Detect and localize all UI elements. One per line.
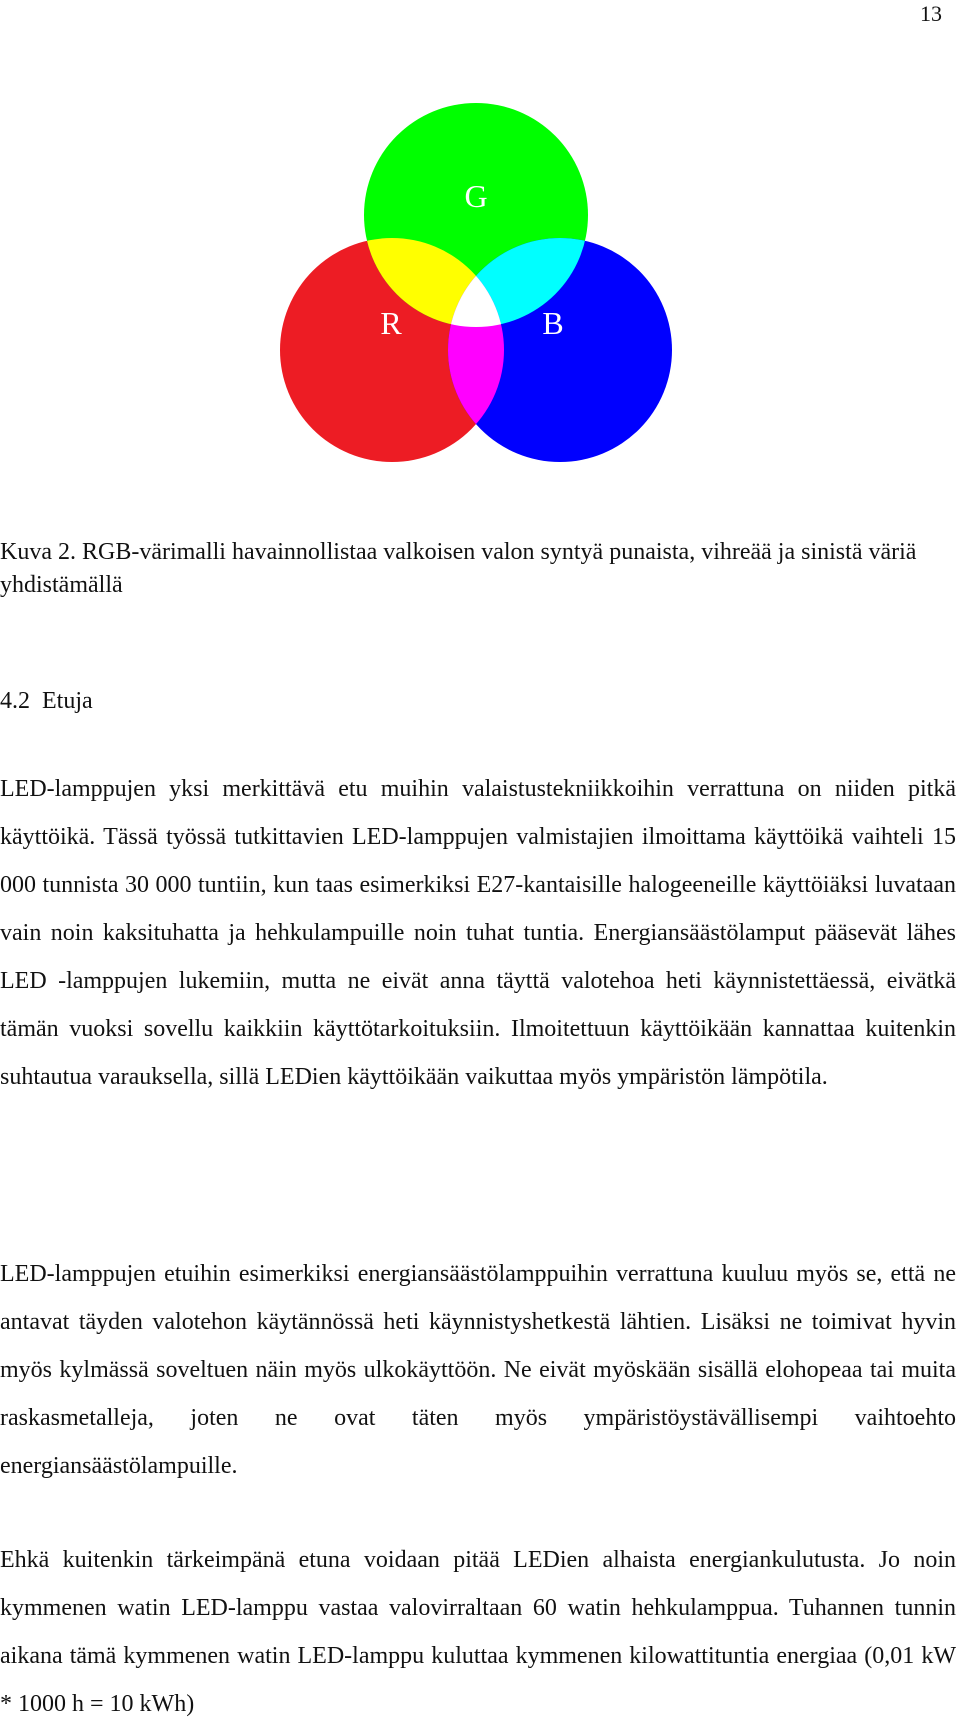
- section-heading: [0, 686, 93, 716]
- page-number: 13: [920, 1, 942, 26]
- rgb-venn-diagram: [275, 88, 695, 488]
- rgb-color-model-figure: [275, 88, 695, 488]
- label-r: R: [380, 305, 402, 341]
- label-g: G: [464, 178, 488, 214]
- label-b: B: [542, 305, 564, 341]
- section-title: Etuja: [42, 688, 93, 714]
- paragraph-startup-and-environment: LED-lamppujen etuihin esimerkiksi energiansäästölamppuihin verrattuna kuuluu myös se, että ne antavat täyden valotehon käytännössä heti käynnistyshetkestä lähtien. Lisäksi ne toimivat hyvin myös kylmässä soveltuen näin myös ulkokäyttöön. Ne eivät myöskään sisällä elohopeaa tai muita raskasmetalleja, joten ne ovat täten myös ympäristöystävällisempi vaihtoehto energiansäästölampuille.: [0, 1261, 956, 1479]
- paragraph-energy-consumption: Ehkä kuitenkin tärkeimpänä etuna voidaan pitää LEDien alhaista energiankulutusta. Jo noin kymmenen watin LED-lamppu vastaa valovirraltaan 60 watin hehkulamppua. Tuhannen tunnin aikana tämä kymmenen watin LED-lamppu kuluttaa kymmenen kilowattituntia energiaa (0,01 kW * 1000 h = 10 kWh): [0, 1547, 956, 1717]
- paragraph-lifetime: LED-lamppujen yksi merkittävä etu muihin valaistustekniikkoihin verrattuna on niiden pitkä käyttöikä. Tässä työssä tutkittavien LED-lamppujen valmistajien ilmoittama käyttöikä vaihteli 15 000 tunnista 30 000 tuntiin, kun taas esimerkiksi E27-kantaisille halogeeneille käyttöiäksi luvataan vain noin kaksituhatta ja hehkulampuille noin tuhat tuntia. Energiansäästölamput pääsevät lähes LED -lamppujen lukemiin, mutta ne eivät anna täyttä valotehoa heti käynnistettäessä, eivätkä tämän vuoksi sovellu kaikkiin käyttötarkoituksiin. Ilmoitettuun käyttöikään kannattaa kuitenkin suhtautua varauksella, sillä LEDien käyttöikään vaikuttaa myös ympäristön lämpötila.: [0, 776, 956, 1090]
- figure-caption: Kuva 2. RGB-värimalli havainnollistaa valkoisen valon syntyä punaista, vihreää ja sinistä väriä yhdistämällä: [0, 539, 917, 598]
- section-number: 4.2: [0, 688, 30, 714]
